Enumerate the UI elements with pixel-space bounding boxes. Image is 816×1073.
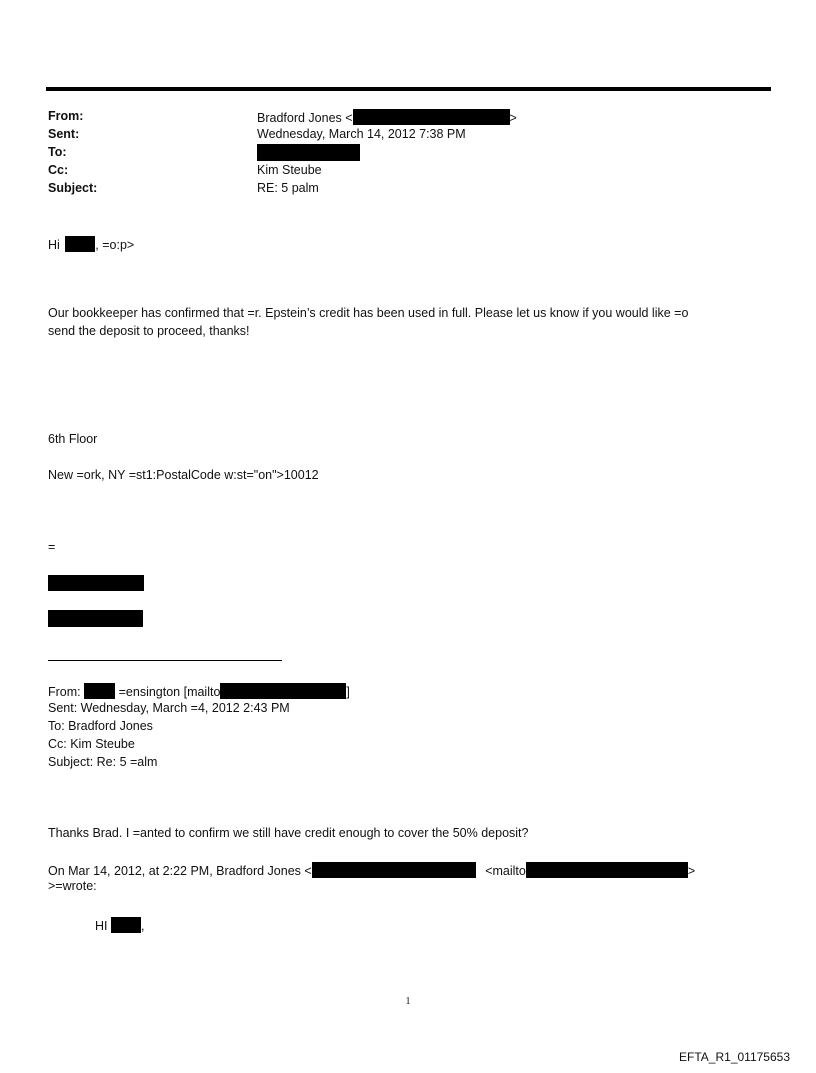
- greeting-tail: , =o:p>: [95, 238, 135, 252]
- quoted-sent: Sent: Wednesday, March =4, 2012 2:43 PM: [48, 701, 290, 715]
- wrote-line: >=wrote:: [48, 879, 97, 893]
- to-value: [257, 144, 360, 161]
- quoted-greeting: [95, 917, 144, 933]
- cc-label: Cc:: [48, 163, 69, 177]
- quoted-from-label: From:: [48, 685, 81, 699]
- body-paragraph-line-2: send the deposit to proceed, thanks!: [48, 324, 250, 338]
- quoted-message: Thanks Brad. I =anted to confirm we still have credit enough to cover the 50% deposit?: [48, 826, 529, 840]
- on-wrote-text: On Mar 14, 2012, at 2:22 PM, Bradford Jones <: [48, 864, 312, 878]
- from-name: Bradford Jones <: [257, 111, 353, 125]
- on-wrote-mailto: <mailto: [485, 864, 526, 878]
- sent-label: Sent:: [48, 127, 80, 141]
- greeting: [48, 236, 134, 252]
- sent-value: Wednesday, March 14, 2012 7:38 PM: [257, 127, 466, 141]
- redaction-block: [65, 236, 95, 252]
- document-id: EFTA_R1_01175653: [679, 1050, 790, 1064]
- quoted-from-bracket: ]: [346, 685, 350, 699]
- redaction-block: [312, 862, 476, 878]
- header-rule: [46, 87, 771, 91]
- from-value: [257, 109, 517, 125]
- quoted-greeting-comma: ,: [140, 919, 145, 933]
- redaction-block: [111, 917, 141, 933]
- redaction-block: [48, 575, 144, 591]
- body-paragraph-line-1: Our bookkeeper has confirmed that =r. Epstein’s credit has been used in full. Please let us know if you would like =o: [48, 306, 689, 320]
- redaction-block: [353, 109, 510, 125]
- quoted-from: [48, 683, 350, 699]
- greeting-word: Hi: [48, 238, 60, 252]
- redaction-block: [257, 144, 360, 161]
- subject-value: RE: 5 palm: [257, 181, 319, 195]
- on-wrote-bracket: >: [687, 864, 696, 878]
- quoted-cc: Cc: Kim Steube: [48, 737, 135, 751]
- quoted-from-mailto: =ensington [mailto: [118, 685, 221, 699]
- cc-value: Kim Steube: [257, 163, 322, 177]
- redaction-block: [526, 862, 688, 878]
- address-city: New =ork, NY =st1:PostalCode w:st="on">10012: [48, 468, 319, 482]
- equals-artifact: =: [48, 540, 56, 554]
- page-number: 1: [405, 996, 411, 1007]
- from-label: From:: [48, 109, 84, 123]
- address-floor: 6th Floor: [48, 432, 98, 446]
- on-wrote-line: [48, 862, 695, 878]
- quote-divider: [48, 660, 282, 661]
- redaction-block: [48, 610, 143, 627]
- redaction-block: [84, 683, 115, 699]
- subject-label: Subject:: [48, 181, 98, 195]
- redaction-block: [220, 683, 346, 699]
- quoted-greeting-word: HI: [95, 919, 108, 933]
- from-bracket: >: [509, 111, 517, 125]
- to-label: To:: [48, 145, 67, 159]
- quoted-subject: Subject: Re: 5 =alm: [48, 755, 158, 769]
- quoted-to: To: Bradford Jones: [48, 719, 153, 733]
